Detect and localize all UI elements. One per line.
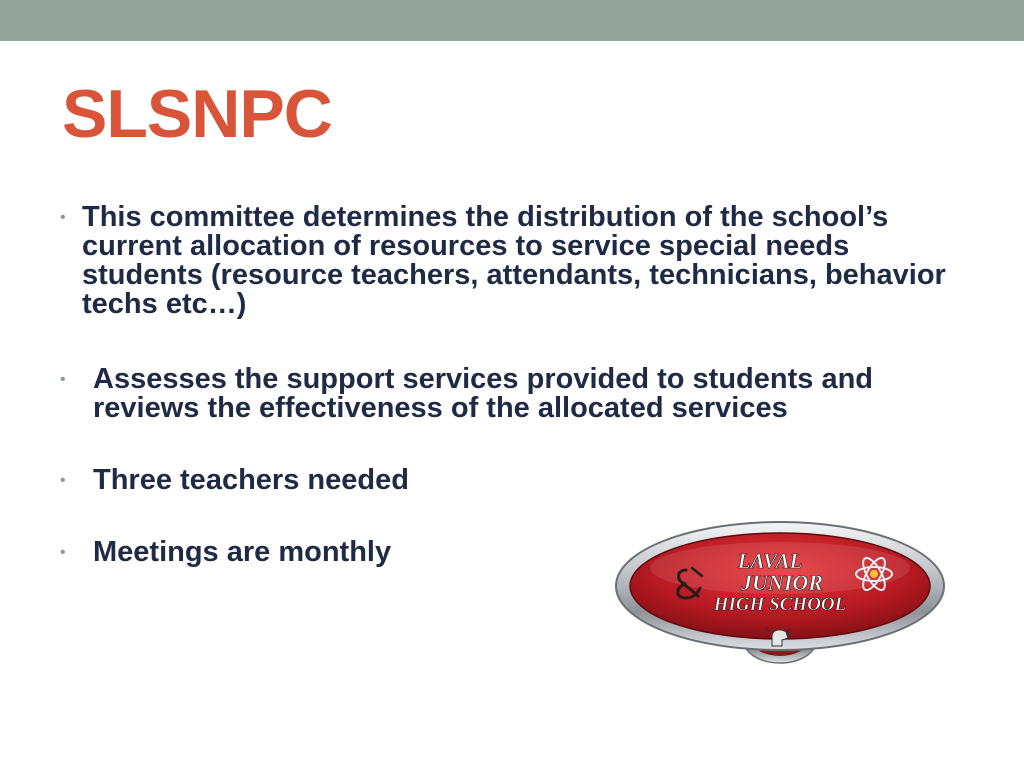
- school-logo-graphic: [612, 518, 948, 666]
- bullet-icon: •: [60, 371, 66, 388]
- school-logo: [612, 518, 948, 666]
- slide-title: SLSNPC: [62, 76, 332, 152]
- bullet-text: Three teachers needed: [93, 464, 409, 496]
- bullet-text: Meetings are monthly: [93, 536, 392, 568]
- bullet-icon: •: [60, 544, 66, 561]
- bullet-icon: •: [60, 472, 66, 489]
- bullet-text: Assesses the support services provided to students and reviews the effectiveness of the allocated services: [93, 363, 874, 424]
- bullet-icon: •: [60, 209, 66, 226]
- list-item: [60, 466, 960, 495]
- logo-line2: JUNIOR: [741, 570, 823, 595]
- list-item: [60, 203, 960, 319]
- bullet-text: This committee determines the distribution of the school’s current allocation of resources to service special needs students (resource teachers, attendants, technicians, behavior techs etc…): [82, 201, 946, 320]
- list-item: [60, 365, 960, 423]
- logo-line1: LAVAL: [737, 549, 803, 573]
- top-accent-bar: [0, 0, 1024, 41]
- logo-line3: HIGH SCHOOL: [713, 594, 847, 615]
- bullet-list: [60, 203, 960, 567]
